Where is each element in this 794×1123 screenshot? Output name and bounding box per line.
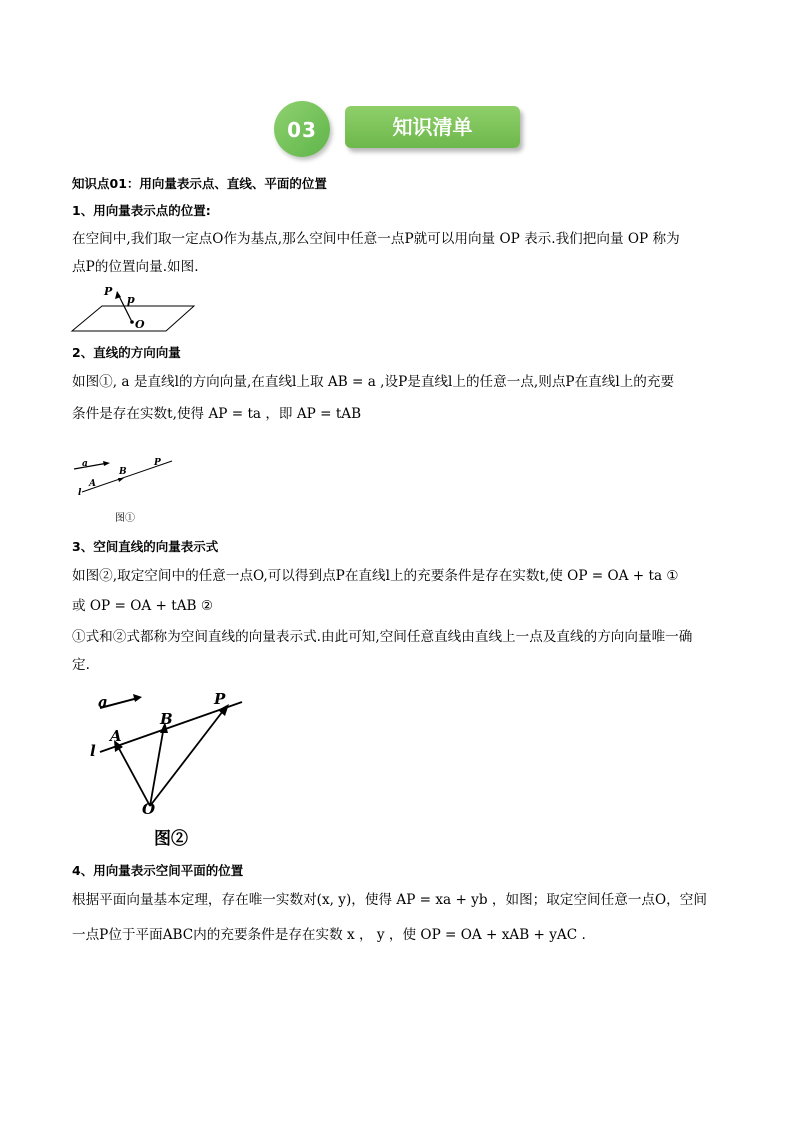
label-a: a [82,459,88,469]
vector-a-line [74,463,108,469]
figure2-caption: 图② [154,829,188,849]
vector-oa-line [116,743,150,806]
label-p: p [127,293,135,306]
label-B: B [119,467,127,477]
label-B: B [160,710,173,728]
part3-heading: 3、空间直线的向量表示式 [72,539,219,554]
part2-line2: 条件是存在实数t,使得 AP = ta ，即 AP = tAB [72,406,362,422]
part1-line2: 点P的位置向量.如图. [72,259,199,275]
section-banner-title: 知识清单 [345,106,520,148]
point-o-dot [130,320,134,324]
figure1-caption: 图① [115,513,135,524]
label-P: P [104,285,113,298]
knowledge-point-title: 知识点01：用向量表示点、直线、平面的位置 [72,176,327,191]
label-A: A [110,727,122,745]
label-a: a [98,693,108,711]
label-P: P [214,690,226,708]
vector-a-arrowhead [133,694,142,702]
vector-a-arrowhead [103,461,110,466]
section-number: 03 [287,118,317,142]
part4-line2: 一点P位于平面ABC内的充要条件是存在实数 x ， y ，使 OP = OA + xAB + yAC . [72,927,586,943]
figure-direction-vector [72,452,182,500]
part2-heading: 2、直线的方向向量 [72,345,181,360]
part3-line1: 如图②,取定空间中的任意一点O,可以得到点P在直线l上的充要条件是存在实数t,使 OP = OA + ta ① [72,568,679,584]
part3-line2: 或 OP = OA + tAB ② [72,598,214,614]
part3-line4: 定. [72,657,90,673]
figure-position-vector [70,282,200,334]
vector-ab-arrowhead [118,478,124,482]
label-l: l [90,742,96,760]
label-A: A [89,479,96,489]
part1-heading: 1、用向量表示点的位置: [72,203,211,218]
part4-line1: 根据平面向量基本定理，存在唯一实数对(x, y)，使得 AP = xa + yb ，如图；取定空间任意一点O，空间 [72,892,707,908]
part1-line1: 在空间中,我们取一定点O作为基点,那么空间中任意一点P就可以用向量 OP 表示.我们把向量 OP 称为 [72,231,680,247]
label-O: O [135,318,145,331]
label-P: P [154,458,161,468]
part3-line3: ①式和②式都称为空间直线的向量表示式.由此可知,空间任意直线由直线上一点及直线的方向向量唯一确 [72,629,693,645]
label-O: O [142,800,156,818]
plane-parallelogram [72,306,194,331]
part4-heading: 4、用向量表示空间平面的位置 [72,863,244,878]
vector-ob-line [150,726,164,806]
part2-line1: 如图①, a 是直线l的方向向量,在直线l上取 AB = a ,设P是直线l上的任意一点,则点P在直线l上的充要 [72,374,675,390]
label-l: l [78,488,82,498]
